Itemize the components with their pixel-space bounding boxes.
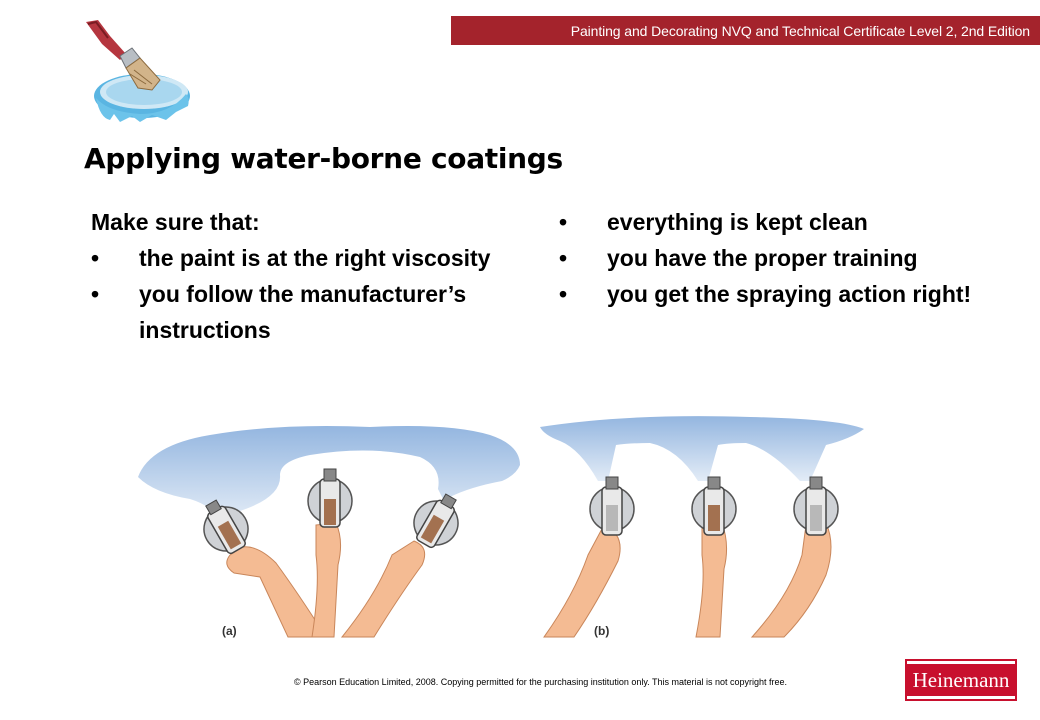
spray-pattern-b <box>540 416 864 481</box>
arm-a-right <box>342 486 470 637</box>
list-item <box>559 276 1039 312</box>
figure-label-a: (a) <box>222 624 237 638</box>
bullet-marker: • <box>559 245 568 271</box>
bullet-text: you have the proper training <box>607 245 918 271</box>
publisher-name: Heinemann <box>912 667 1010 692</box>
spray-technique-illustration <box>130 405 870 645</box>
paintbrush-and-tin-icon <box>80 18 198 124</box>
list-item <box>559 240 1039 276</box>
bullet-marker: • <box>559 281 568 307</box>
bullet-text: the paint is at the right viscosity <box>139 245 491 271</box>
book-title: Painting and Decorating NVQ and Technical Certificate Level 2, 2nd Edition <box>570 22 1030 39</box>
intro-text: Make sure that: <box>91 209 260 235</box>
bullet-text: you get the spraying action right! <box>607 281 972 307</box>
left-column <box>91 204 561 348</box>
arm-b-right <box>752 477 838 637</box>
arm-b-center <box>692 477 736 637</box>
bullet-marker: • <box>91 281 100 307</box>
bullet-marker: • <box>91 245 100 271</box>
bullet-text: everything is kept clean <box>607 209 868 235</box>
figure-label-b: (b) <box>594 624 610 638</box>
right-column <box>559 204 1039 312</box>
bullet-text: you follow the manufacturer’s instructions <box>139 281 467 343</box>
copyright-notice: © Pearson Education Limited, 2008. Copying permitted for the purchasing institution only. This material is not copyright free. <box>294 677 788 687</box>
publisher-logo <box>907 661 1015 699</box>
list-item <box>559 204 1039 240</box>
header-bar <box>451 16 1040 45</box>
arm-a-left <box>192 492 326 637</box>
arm-b-left <box>544 477 634 637</box>
list-item <box>91 240 561 276</box>
bullet-marker: • <box>559 209 568 235</box>
slide-title: Applying water-borne coatings <box>84 142 563 175</box>
list-item <box>91 276 561 348</box>
arm-a-center <box>308 469 352 637</box>
